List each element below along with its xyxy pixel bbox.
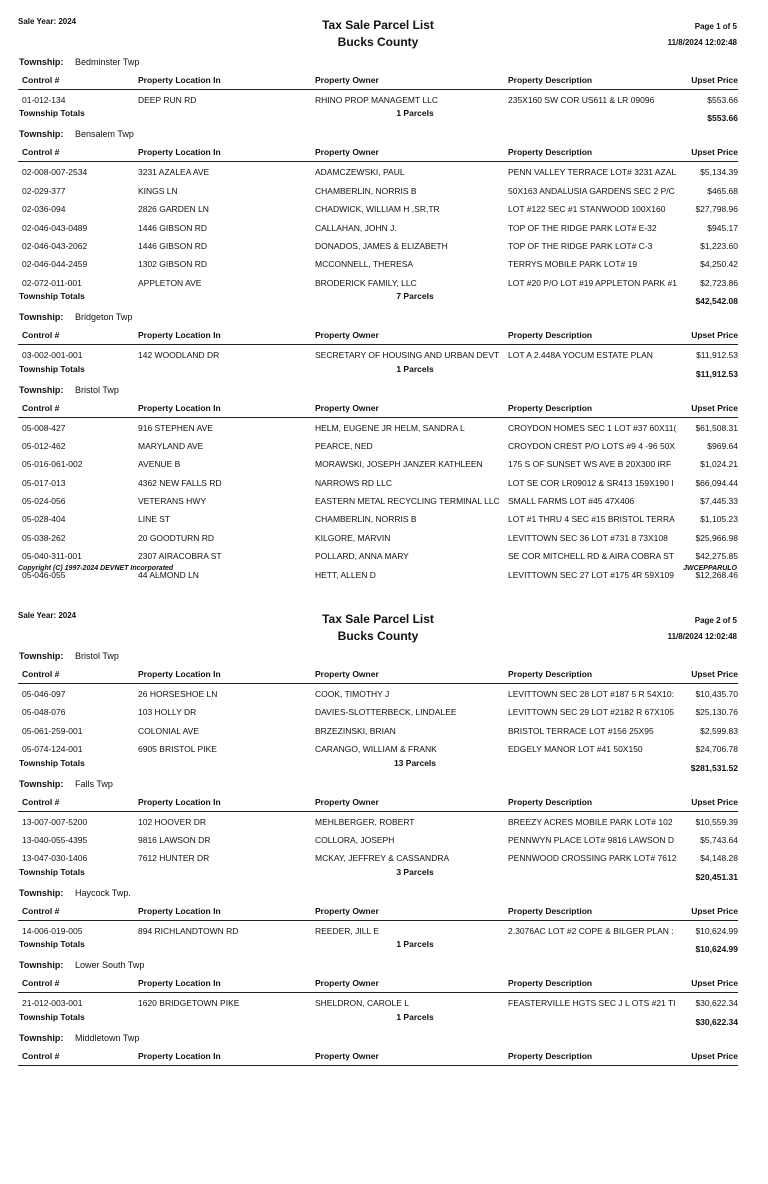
township-heading <box>0 776 768 793</box>
table-row <box>0 684 768 702</box>
cell-location: 44 ALMOND LN <box>138 569 199 580</box>
table-row <box>0 218 768 236</box>
column-header-row <box>0 665 768 684</box>
township-label: Township: <box>19 312 64 323</box>
totals-label: Township Totals <box>19 291 85 302</box>
township-heading <box>0 1030 768 1047</box>
township-name: Middletown Twp <box>75 1032 140 1043</box>
cell-owner: PEARCE, NED <box>315 440 373 451</box>
table-row <box>0 546 768 564</box>
cell-control: 13-040-055-4395 <box>22 834 88 845</box>
cell-location: 142 WOODLAND DR <box>138 350 220 361</box>
township-totals-row <box>0 867 768 885</box>
cell-price: $5,134.39 <box>700 167 738 178</box>
report-title-block <box>0 17 756 51</box>
cell-owner: MCCONNELL, THERESA <box>315 259 414 270</box>
cell-price: $1,223.60 <box>700 240 738 251</box>
cell-price: $12,268.46 <box>695 569 738 580</box>
township-totals-row <box>0 1012 768 1030</box>
cell-description: LEVITTOWN SEC 28 LOT #187 5 R 54X10: <box>508 689 674 699</box>
cell-location: 6905 BRISTOL PIKE <box>138 744 217 755</box>
column-header-location: Property Location In <box>138 1050 221 1061</box>
township-totals-row <box>0 108 768 126</box>
township-totals-row <box>0 291 768 309</box>
column-header-control: Control # <box>22 330 60 341</box>
column-header-description: Property Description <box>508 75 593 85</box>
totals-amount: $553.66 <box>707 113 738 124</box>
column-header-location: Property Location In <box>138 402 221 413</box>
totals-parcel-count: 1 Parcels <box>396 363 434 374</box>
table-row <box>0 90 768 108</box>
cell-owner: DONADOS, JAMES & ELIZABETH <box>315 240 448 251</box>
cell-location: 20 GOODTURN RD <box>138 532 215 543</box>
table-row <box>0 721 768 739</box>
column-header-owner: Property Owner <box>315 669 379 679</box>
table-row <box>0 491 768 509</box>
township-name: Bristol Twp <box>75 651 119 661</box>
column-header-description: Property Description <box>508 147 593 158</box>
cell-description: PENNWOOD CROSSING PARK LOT# 7612 <box>508 853 677 864</box>
column-header-price: Upset Price <box>691 402 738 413</box>
cell-description: CROYDON HOMES SEC 1 LOT #37 60X11( <box>508 422 677 433</box>
page-number: Page 1 of 5 <box>694 22 737 31</box>
cell-owner: POLLARD, ANNA MARY <box>315 551 409 562</box>
column-header-control: Control # <box>22 147 60 158</box>
totals-amount: $42,542.08 <box>695 296 738 307</box>
column-header-row <box>0 902 768 921</box>
report-title: Tax Sale Parcel List <box>322 612 434 626</box>
cell-price: $10,435.70 <box>695 689 738 699</box>
cell-control: 05-038-262 <box>22 532 66 543</box>
table-row <box>0 254 768 272</box>
township-label: Township: <box>19 129 64 140</box>
print-timestamp: 11/8/2024 12:02:48 <box>667 632 737 641</box>
column-header-price: Upset Price <box>691 978 738 989</box>
cell-description: LEVITTOWN SEC 27 LOT #175 4R 59X109 <box>508 569 674 580</box>
user-id: JWCEPPARULO <box>683 565 737 572</box>
sale-year: Sale Year: 2024 <box>18 17 77 26</box>
cell-description: TOP OF THE RIDGE PARK LOT# E-32 <box>508 222 657 233</box>
cell-control: 03-002-001-001 <box>22 350 83 361</box>
cell-control: 05-028-404 <box>22 514 66 525</box>
column-header-location: Property Location In <box>138 75 221 85</box>
column-header-row <box>0 793 768 812</box>
column-header-row <box>0 143 768 162</box>
page-number: Page 2 of 5 <box>694 616 737 625</box>
column-header-row <box>0 399 768 418</box>
cell-owner: CHAMBERLIN, NORRIS B <box>315 185 417 196</box>
cell-price: $1,105.23 <box>700 514 738 525</box>
column-header-description: Property Description <box>508 330 593 341</box>
township-heading <box>0 309 768 326</box>
column-header-control: Control # <box>22 978 60 989</box>
column-header-description: Property Description <box>508 905 593 916</box>
cell-control: 02-008-007-2534 <box>22 167 88 178</box>
table-row <box>0 181 768 199</box>
cell-owner: MEHLBERGER, ROBERT <box>315 816 415 827</box>
township-label: Township: <box>19 778 64 789</box>
cell-price: $61,508.31 <box>695 422 738 433</box>
cell-owner: COLLORA, JOSEPH <box>315 834 395 845</box>
cell-price: $945.17 <box>707 222 738 233</box>
totals-label: Township Totals <box>19 363 85 374</box>
cell-price: $465.68 <box>707 185 738 196</box>
totals-parcel-count: 13 Parcels <box>393 757 437 768</box>
township-heading <box>0 54 768 71</box>
report-title: Tax Sale Parcel List <box>322 18 434 32</box>
cell-description: BREEZY ACRES MOBILE PARK LOT# 102 <box>508 816 673 827</box>
table-row <box>0 739 768 757</box>
table-row <box>0 473 768 491</box>
table-row <box>0 509 768 527</box>
copyright-text: Copyright (C) 1997-2024 DEVNET Incorporated <box>18 565 174 572</box>
cell-owner: CHAMBERLIN, NORRIS B <box>315 514 417 525</box>
cell-location: 916 STEPHEN AVE <box>138 422 213 433</box>
table-row <box>0 993 768 1011</box>
cell-description: LEVITTOWN SEC 29 LOT #2182 R 67X105 <box>508 707 674 718</box>
totals-parcel-count: 7 Parcels <box>396 291 434 302</box>
column-header-location: Property Location In <box>138 905 221 916</box>
column-header-owner: Property Owner <box>315 402 379 413</box>
cell-description: BRISTOL TERRACE LOT #156 25X95 <box>508 725 654 736</box>
cell-description: SMALL FARMS LOT #45 47X406 <box>508 496 635 507</box>
totals-parcel-count: 3 Parcels <box>396 866 434 877</box>
cell-control: 21-012-003-001 <box>22 998 83 1009</box>
township-totals-row <box>0 758 768 776</box>
cell-price: $969.64 <box>707 440 738 451</box>
column-header-price: Upset Price <box>691 147 738 158</box>
cell-control: 13-047-030-1406 <box>22 853 88 864</box>
cell-control: 05-048-076 <box>22 707 66 718</box>
column-header-price: Upset Price <box>691 796 738 807</box>
column-header-owner: Property Owner <box>315 330 379 341</box>
cell-location: MARYLAND AVE <box>138 440 204 451</box>
column-header-description: Property Description <box>508 402 593 413</box>
column-header-location: Property Location In <box>138 669 221 679</box>
cell-price: $25,130.76 <box>695 707 738 718</box>
cell-description: LOT #20 P/O LOT #19 APPLETON PARK #1 <box>508 277 677 288</box>
township-heading <box>0 648 768 665</box>
table-row <box>0 162 768 180</box>
township-totals-row <box>0 364 768 382</box>
cell-price: $7,445.33 <box>700 496 738 507</box>
page-separator <box>0 590 768 594</box>
cell-price: $24,706.78 <box>695 744 738 755</box>
table-row <box>0 830 768 848</box>
page-2 <box>0 594 768 1184</box>
cell-control: 02-029-377 <box>22 185 66 196</box>
table-row <box>0 812 768 830</box>
cell-description: 175 S OF SUNSET WS AVE B 20X300 IRF <box>508 459 672 470</box>
totals-parcel-count: 1 Parcels <box>396 939 434 950</box>
cell-owner: RHINO PROP MANAGEMT LLC <box>315 95 438 105</box>
cell-location: APPLETON AVE <box>138 277 202 288</box>
cell-control: 14-006-019-005 <box>22 925 83 936</box>
column-header-price: Upset Price <box>691 75 738 85</box>
cell-description: CROYDON CREST P/O LOTS #9 4 -96 50X <box>508 440 676 451</box>
cell-owner: HELM, EUGENE JR HELM, SANDRA L <box>315 422 465 433</box>
column-header-owner: Property Owner <box>315 147 379 158</box>
cell-description: PENNWYN PLACE LOT# 9816 LAWSON D <box>508 834 674 845</box>
cell-control: 02-072-011-001 <box>22 277 82 288</box>
table-row <box>0 848 768 866</box>
column-header-description: Property Description <box>508 978 593 989</box>
cell-location: 7612 HUNTER DR <box>138 853 210 864</box>
table-row <box>0 454 768 472</box>
township-label: Township: <box>19 651 64 661</box>
cell-owner: SHELDRON, CAROLE L <box>315 998 409 1009</box>
column-header-price: Upset Price <box>691 1050 738 1061</box>
township-name: Lower South Twp <box>75 960 145 971</box>
cell-price: $2,723.86 <box>700 277 738 288</box>
township-label: Township: <box>19 887 64 898</box>
totals-parcel-count: 1 Parcels <box>396 108 434 119</box>
cell-price: $66,094.44 <box>695 477 738 488</box>
page-footer <box>0 565 768 577</box>
cell-owner: CARANGO, WILLIAM & FRANK <box>315 744 437 755</box>
totals-label: Township Totals <box>19 108 85 119</box>
township-name: Bridgeton Twp <box>75 312 133 323</box>
cell-control: 05-008-427 <box>22 422 66 433</box>
cell-location: VETERANS HWY <box>138 496 207 507</box>
cell-price: $553.66 <box>707 95 738 105</box>
cell-description: FEASTERVILLE HGTS SEC J L OTS #21 TI <box>508 998 676 1009</box>
column-header-owner: Property Owner <box>315 978 379 989</box>
totals-label: Township Totals <box>19 757 85 768</box>
cell-owner: CHADWICK, WILLIAM H ,SR,TR <box>315 204 440 215</box>
cell-owner: HETT, ALLEN D <box>315 569 376 580</box>
cell-owner: MCKAY, JEFFREY & CASSANDRA <box>315 853 450 864</box>
cell-location: DEEP RUN RD <box>138 95 197 105</box>
table-row <box>0 418 768 436</box>
cell-description: SE COR MITCHELL RD & AIRA COBRA ST <box>508 551 674 562</box>
column-header-description: Property Description <box>508 669 593 679</box>
cell-price: $10,624.99 <box>695 925 738 936</box>
cell-control: 02-046-044-2459 <box>22 259 88 270</box>
cell-owner: MORAWSKI, JOSEPH JANZER KATHLEEN <box>315 459 483 470</box>
cell-description: LEVITTOWN SEC 36 LOT #731 8 73X108 <box>508 532 668 543</box>
township-label: Township: <box>19 960 64 971</box>
cell-owner: ADAMCZEWSKI, PAUL <box>315 167 405 178</box>
cell-price: $11,912.53 <box>696 350 738 361</box>
cell-location: 2307 AIRACOBRA ST <box>138 551 222 562</box>
cell-control: 05-046-097 <box>22 689 66 699</box>
column-header-location: Property Location In <box>138 147 221 158</box>
township-heading <box>0 885 768 902</box>
column-header-owner: Property Owner <box>315 75 379 85</box>
column-header-owner: Property Owner <box>315 1050 379 1061</box>
cell-description: LOT A 2.448A YOCUM ESTATE PLAN <box>508 350 653 361</box>
column-header-price: Upset Price <box>691 905 738 916</box>
township-name: Falls Twp <box>75 778 113 789</box>
cell-control: 01-012-134 <box>22 95 66 105</box>
cell-location: 1446 GIBSON RD <box>138 222 207 233</box>
totals-label: Township Totals <box>19 866 85 877</box>
table-row <box>0 199 768 217</box>
cell-owner: CALLAHAN, JOHN J. <box>315 222 397 233</box>
cell-location: 9816 LAWSON DR <box>138 834 211 845</box>
cell-description: LOT #1 THRU 4 SEC #15 BRISTOL TERRA <box>508 514 675 525</box>
cell-description: EDGELY MANOR LOT #41 50X150 <box>508 744 643 755</box>
cell-description: TERRYS MOBILE PARK LOT# 19 <box>508 259 638 270</box>
totals-amount: $30,622.34 <box>695 1016 738 1027</box>
column-header-description: Property Description <box>508 796 593 807</box>
cell-owner: EASTERN METAL RECYCLING TERMINAL LLC <box>315 496 500 507</box>
parcel-list <box>0 54 768 583</box>
cell-control: 02-046-043-2062 <box>22 240 88 251</box>
cell-owner: KILGORE, MARVIN <box>315 532 391 543</box>
township-label: Township: <box>19 57 64 67</box>
column-header-owner: Property Owner <box>315 796 379 807</box>
column-header-control: Control # <box>22 402 60 413</box>
print-timestamp: 11/8/2024 12:02:48 <box>667 38 737 47</box>
cell-control: 02-036-094 <box>22 204 66 215</box>
cell-location: 2826 GARDEN LN <box>138 204 209 215</box>
cell-price: $42,275.85 <box>695 551 738 562</box>
cell-control: 05-046-055 <box>22 569 66 580</box>
column-header-row <box>0 71 768 90</box>
cell-control: 02-046-043-0489 <box>22 222 88 233</box>
table-row <box>0 273 768 291</box>
township-label: Township: <box>19 384 64 395</box>
page-1 <box>0 0 768 590</box>
column-header-row <box>0 1047 768 1066</box>
cell-location: 103 HOLLY DR <box>138 707 197 718</box>
cell-owner: BRZEZINSKI, BRIAN <box>315 725 396 736</box>
table-row <box>0 702 768 720</box>
cell-control: 05-040-311-001 <box>22 551 82 562</box>
column-header-row <box>0 974 768 993</box>
township-label: Township: <box>19 1032 64 1043</box>
totals-amount: $11,912.53 <box>695 368 738 379</box>
cell-price: $27,798.96 <box>695 204 738 215</box>
totals-label: Township Totals <box>19 939 85 950</box>
column-header-control: Control # <box>22 1050 60 1061</box>
totals-amount: $281,531.52 <box>690 762 738 773</box>
totals-label: Township Totals <box>19 1011 85 1022</box>
cell-description: LOT #122 SEC #1 STANWOOD 100X160 <box>508 204 666 215</box>
sale-year: Sale Year: 2024 <box>18 611 77 620</box>
county-name: Bucks County <box>337 629 419 643</box>
totals-amount: $20,451.31 <box>695 871 738 882</box>
township-name: Bristol Twp <box>75 384 119 395</box>
column-header-control: Control # <box>22 905 60 916</box>
cell-description: PENN VALLEY TERRACE LOT# 3231 AZAL <box>508 167 677 178</box>
township-totals-row <box>0 939 768 957</box>
township-name: Haycock Twp. <box>75 887 131 898</box>
cell-owner: BRODERICK FAMILY, LLC <box>315 277 417 288</box>
cell-location: KINGS LN <box>138 185 178 196</box>
cell-location: 1446 GIBSON RD <box>138 240 207 251</box>
cell-description: TOP OF THE RIDGE PARK LOT# C-3 <box>508 240 653 251</box>
cell-control: 05-074-124-001 <box>22 744 83 755</box>
cell-description: 50X163 ANDALUSIA GARDENS SEC 2 P/C <box>508 185 675 196</box>
table-row <box>0 528 768 546</box>
cell-price: $4,250.42 <box>700 259 738 270</box>
column-header-location: Property Location In <box>138 796 221 807</box>
cell-description: 235X160 SW COR US611 & LR 09096 <box>508 95 655 105</box>
column-header-location: Property Location In <box>138 978 221 989</box>
column-header-control: Control # <box>22 669 60 679</box>
column-header-control: Control # <box>22 75 60 85</box>
township-name: Bedminster Twp <box>75 57 140 67</box>
cell-location: 1620 BRIDGETOWN PIKE <box>138 998 240 1009</box>
table-row <box>0 921 768 939</box>
cell-control: 05-012-462 <box>22 440 66 451</box>
cell-location: 4362 NEW FALLS RD <box>138 477 222 488</box>
column-header-row <box>0 326 768 345</box>
cell-location: 3231 AZALEA AVE <box>138 167 210 178</box>
page-info <box>668 613 737 645</box>
township-heading <box>0 382 768 399</box>
column-header-location: Property Location In <box>138 330 221 341</box>
page-info <box>668 19 737 51</box>
cell-price: $10,559.39 <box>695 816 738 827</box>
table-row <box>0 236 768 254</box>
cell-price: $2,599.83 <box>700 725 738 736</box>
cell-owner: SECRETARY OF HOUSING AND URBAN DEVT <box>315 350 500 361</box>
cell-price: $5,743.64 <box>700 834 738 845</box>
column-header-description: Property Description <box>508 1050 593 1061</box>
cell-location: 26 HORSESHOE LN <box>138 689 218 699</box>
cell-location: 102 HOOVER DR <box>138 816 207 827</box>
county-name: Bucks County <box>337 35 419 49</box>
report-title-block <box>0 611 756 645</box>
cell-description: 2.3076AC LOT #2 COPE & BILGER PLAN : <box>508 925 674 936</box>
cell-control: 05-024-056 <box>22 496 66 507</box>
cell-control: 13-007-007-5200 <box>22 816 88 827</box>
cell-control: 05-016-061-002 <box>22 459 83 470</box>
cell-location: COLONIAL AVE <box>138 725 199 736</box>
parcel-list <box>0 648 768 1066</box>
cell-price: $1,024.21 <box>700 459 738 470</box>
totals-parcel-count: 1 Parcels <box>396 1011 434 1022</box>
cell-control: 05-061-259-001 <box>22 725 83 736</box>
township-name: Bensalem Twp <box>75 129 134 140</box>
table-row <box>0 436 768 454</box>
township-heading <box>0 126 768 143</box>
cell-location: AVENUE B <box>138 459 181 470</box>
table-row <box>0 345 768 363</box>
cell-owner: REEDER, JILL E <box>315 925 379 936</box>
cell-owner: COOK, TIMOTHY J <box>315 689 390 699</box>
cell-price: $4,148.28 <box>700 853 738 864</box>
cell-location: 894 RICHLANDTOWN RD <box>138 925 239 936</box>
column-header-price: Upset Price <box>691 669 738 679</box>
totals-amount: $10,624.99 <box>695 944 738 955</box>
cell-owner: DAVIES-SLOTTERBECK, LINDALEE <box>315 707 457 718</box>
cell-owner: NARROWS RD LLC <box>315 477 392 488</box>
column-header-price: Upset Price <box>691 330 738 341</box>
cell-description: LOT SE COR LR09012 & SR413 159X190 I <box>508 477 674 488</box>
township-heading <box>0 957 768 974</box>
cell-control: 05-017-013 <box>22 477 66 488</box>
column-header-control: Control # <box>22 796 60 807</box>
cell-price: $25,966.98 <box>695 532 738 543</box>
cell-price: $30,622.34 <box>695 998 738 1009</box>
cell-location: 1302 GIBSON RD <box>138 259 207 270</box>
cell-location: LINE ST <box>138 514 171 525</box>
column-header-owner: Property Owner <box>315 905 379 916</box>
